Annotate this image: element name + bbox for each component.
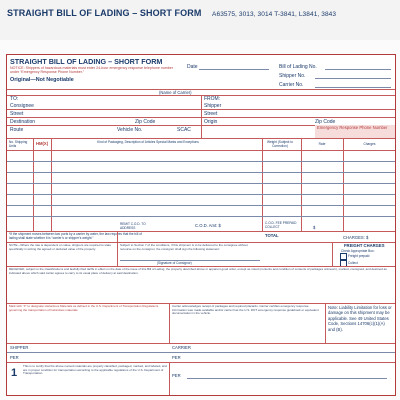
from-label: FROM: (204, 96, 221, 102)
carrier-per-label: PER (172, 355, 181, 360)
divider-line (7, 138, 395, 139)
shipper-number-field[interactable] (315, 78, 391, 79)
divider-line (7, 362, 395, 363)
divider-line (7, 303, 395, 304)
carrier-number-label: Carrier No. (279, 82, 304, 88)
street-label-shipper: Street (204, 111, 218, 117)
street-label: Street (10, 111, 24, 117)
cert-signature-field[interactable] (187, 378, 387, 379)
table-row[interactable] (7, 183, 395, 184)
check-box-label: Check Appropriate Box: (341, 249, 375, 253)
column-divider (325, 303, 326, 343)
column-divider (343, 138, 344, 231)
header-band (0, 0, 400, 40)
zip-code-label: Zip Code (135, 119, 156, 125)
charges-total-label: CHARGES: $ (343, 235, 369, 240)
column-divider (262, 138, 263, 231)
column-divider (301, 138, 302, 231)
bol-number-label: Bill of Lading No. (279, 64, 317, 70)
emergency-phone-label: Emergency Response Phone Number (317, 125, 388, 130)
scac-label: SCAC (177, 127, 191, 133)
shipper-number-label: Shipper No. (279, 73, 306, 79)
freight-prepaid-label: Freight prepaid (348, 254, 370, 258)
divider-line (7, 242, 395, 243)
form-title: STRAIGHT BILL OF LADING – SHORT FORM (10, 57, 163, 66)
column-divider (117, 231, 118, 266)
remit-cod-label: REMIT C.O.D. TO ADDRESS (120, 222, 146, 230)
column-header-rate: Rate (318, 142, 326, 146)
table-row[interactable] (7, 161, 395, 162)
cod-fee-label: C.O.D. FEE PREPAID COLLECT (265, 221, 297, 229)
column-divider (33, 138, 34, 231)
column-header-hm: HM(X) (36, 141, 49, 146)
liability-note: Note: Liability Limitation for loss or damage on this shipment may be applicable. See 49 United States Code, Sections 14706(c)(1)(A) and (B). (328, 305, 392, 332)
cod-amount-label: C.O.D. Amt: $ (195, 223, 221, 228)
section-7-statement: Subject to Section 7 of the conditions, if this shipment is to be delivered to the consignee without recourse on the consignor, the consignor shall sign the following statement: (120, 244, 248, 251)
column-divider (169, 362, 170, 395)
page-edge (390, 4, 398, 24)
vehicle-number-label: Vehicle No. (117, 127, 143, 133)
bill-of-lading-form (6, 54, 396, 396)
column-header-shipping-units: No. Shipping Units (9, 140, 28, 148)
divider-line (7, 89, 395, 90)
route-label: Route (10, 127, 24, 133)
column-header-charges: Charges (363, 142, 376, 146)
divider-line (7, 109, 395, 110)
consignee-label: Consignee (10, 103, 34, 109)
hazmat-designation-text: Mark with “X” to designate Hazardous Materials as defined in the U.S. Department of Transportation Regulations governing the transportation of hazardous materials. (9, 305, 159, 312)
table-row[interactable] (7, 205, 395, 206)
original-not-negotiable: Original—Not Negotiable (10, 77, 74, 83)
bol-number-field[interactable] (325, 69, 391, 70)
column-header-description: Kind of Packaging, Description of Articles Special Marks and Exceptions (97, 140, 199, 144)
divider-line (7, 343, 395, 344)
carrier-signature-label: CARRIER (172, 345, 191, 350)
shipper-label: Shipper (204, 103, 222, 109)
column-divider (332, 242, 333, 266)
header-product-codes: A63575, 3013, 3014 T-3841, L3841, 3843 (212, 11, 337, 18)
cert-per-label: PER (172, 373, 181, 378)
water-carrier-footnote: *If the shipment moves between two ports by a carrier by water, the law requires that the bill of lading shall state whether it is “carrier’s or shipper’s weight.” (9, 232, 142, 240)
consignor-signature-label: (Signature of Consignor) (157, 261, 192, 265)
divider-line (7, 150, 395, 151)
received-terms-paragraph: RECEIVED, subject to the classifications and lawfully filed tariffs in effect on the date of the issue of this Bill of Lading, the property described above in apparent good order, except as noted (contents and condition of contents of packages unknown), marked, consigned, and destined as indicated above which said carrier agrees to carry to its usual place of delivery at said destination. (9, 268, 387, 275)
date-label: Date (187, 64, 198, 70)
column-divider (169, 303, 170, 343)
header-title-text: STRAIGHT BILL OF LADING – SHORT FORM (7, 8, 202, 18)
divider-line (7, 117, 395, 118)
table-row[interactable] (7, 194, 395, 195)
collect-label: Collect (348, 261, 358, 265)
divider-line (7, 266, 395, 267)
shipper-signature-label: SHIPPER (10, 345, 29, 350)
name-of-carrier-label: (Name of Carrier) (159, 90, 192, 95)
total-label: TOTAL (265, 233, 279, 238)
column-header-weight: Weight (Subject to Correction) (267, 140, 293, 148)
to-label: TO: (10, 96, 19, 102)
cod-dollar-sign: $ (313, 225, 316, 230)
zip-code-label-shipper: Zip Code (315, 119, 336, 125)
carrier-number-field[interactable] (315, 87, 391, 88)
form-header-title (7, 8, 336, 18)
signature-line[interactable] (7, 352, 395, 353)
destination-label: Destination (10, 119, 36, 125)
carrier-receipt-text: Carrier acknowledges receipt of packages and required placards. Carrier certifies emergency response information was made available and/or carrier has the U.S. DOT emergency response guidebook or equivalent documentation in the vehicle. (172, 305, 319, 316)
copy-number: 1 (11, 367, 18, 379)
freight-prepaid-checkbox[interactable] (340, 253, 347, 260)
hazmat-notice: NOTICE: Shippers of hazardous materials must enter 24-hour emergency response telephone number under “Emergency Response Phone Number.” (10, 66, 173, 75)
column-divider (51, 138, 52, 231)
certification-text: This is to certify that the above named materials are properly classified, packaged, marked, and labeled, and are in proper condition for transportation according to the applicable regulations of the U.S. Department of Transportation. (23, 365, 167, 376)
origin-label: Origin (204, 119, 218, 125)
freight-charges-title: FREIGHT CHARGES (344, 243, 385, 248)
date-field[interactable] (199, 69, 269, 70)
shipper-per-label: PER (10, 355, 19, 360)
table-row[interactable] (7, 172, 395, 173)
declared-value-note: NOTE—Where the rate is dependent on value, shippers are required to state specifically in writing the agreed or declared value of the property. (9, 244, 112, 251)
table-row[interactable] (7, 216, 395, 217)
